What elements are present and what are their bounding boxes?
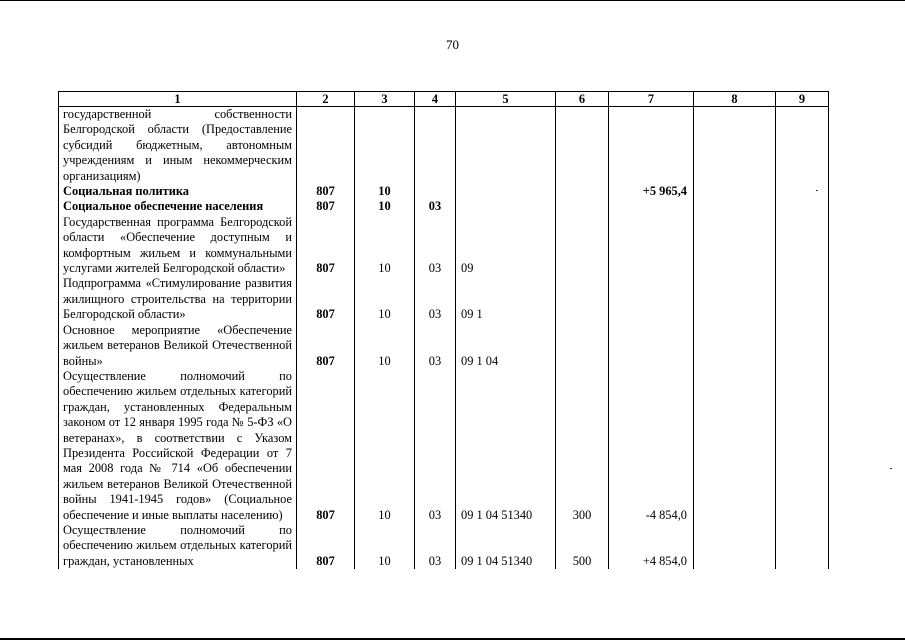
table-row xyxy=(59,369,829,523)
row-section: 10 xyxy=(355,199,415,214)
row-target-article: 09 1 04 51340 xyxy=(456,369,556,523)
row-section: 10 xyxy=(355,523,415,569)
row-col-9 xyxy=(776,369,829,523)
row-amount xyxy=(609,199,694,214)
row-description: государственной собственности Белгородской области (Предоставление субсидий бюджетным, автономным учреждениям и иным некоммерческим организациям) xyxy=(59,107,297,185)
row-col-9 xyxy=(776,184,829,199)
header-col-9: 9 xyxy=(776,92,829,107)
row-subsection: 03 xyxy=(415,523,456,569)
row-description: Социальная политика xyxy=(59,184,297,199)
row-target-article: 09 1 04 51340 xyxy=(456,523,556,569)
header-col-2: 2 xyxy=(297,92,355,107)
row-grbs: 807 xyxy=(297,199,355,214)
row-expense-type: 300 xyxy=(556,369,609,523)
row-col-8 xyxy=(694,199,776,214)
row-grbs xyxy=(297,107,355,185)
row-target-article: 09 xyxy=(456,215,556,277)
row-amount xyxy=(609,107,694,185)
header-col-4: 4 xyxy=(415,92,456,107)
row-expense-type xyxy=(556,276,609,322)
row-amount xyxy=(609,323,694,369)
row-target-article xyxy=(456,184,556,199)
table-row xyxy=(59,323,829,369)
header-col-3: 3 xyxy=(355,92,415,107)
table-row xyxy=(59,523,829,569)
table-row xyxy=(59,107,829,185)
row-section: 10 xyxy=(355,215,415,277)
row-grbs: 807 xyxy=(297,276,355,322)
row-subsection xyxy=(415,107,456,185)
table-row xyxy=(59,184,829,199)
row-col-8 xyxy=(694,184,776,199)
header-col-7: 7 xyxy=(609,92,694,107)
row-col-9 xyxy=(776,523,829,569)
page-number: 70 xyxy=(446,37,459,52)
row-grbs: 807 xyxy=(297,184,355,199)
row-subsection: 03 xyxy=(415,199,456,214)
row-target-article xyxy=(456,199,556,214)
table-row xyxy=(59,199,829,214)
row-col-9 xyxy=(776,215,829,277)
row-subsection: 03 xyxy=(415,276,456,322)
row-amount xyxy=(609,276,694,322)
row-expense-type xyxy=(556,199,609,214)
row-section: 10 xyxy=(355,323,415,369)
row-col-8 xyxy=(694,523,776,569)
scan-edge-top xyxy=(0,0,905,1)
row-expense-type xyxy=(556,184,609,199)
row-description: Социальное обеспечение населения xyxy=(59,199,297,214)
header-col-6: 6 xyxy=(556,92,609,107)
row-col-8 xyxy=(694,276,776,322)
row-expense-type xyxy=(556,323,609,369)
table-row xyxy=(59,276,829,322)
row-target-article: 09 1 xyxy=(456,276,556,322)
row-expense-type xyxy=(556,107,609,185)
row-section xyxy=(355,107,415,185)
row-amount: +5 965,4 xyxy=(609,184,694,199)
header-col-8: 8 xyxy=(694,92,776,107)
row-subsection xyxy=(415,184,456,199)
row-amount: -4 854,0 xyxy=(609,369,694,523)
row-description: Осуществление полномочий по обеспечению жильем отдельных категорий граждан, установленных xyxy=(59,523,297,569)
row-col-9 xyxy=(776,323,829,369)
row-section: 10 xyxy=(355,369,415,523)
row-grbs: 807 xyxy=(297,523,355,569)
row-section: 10 xyxy=(355,184,415,199)
row-subsection: 03 xyxy=(415,369,456,523)
row-description: Основное мероприятие «Обеспечение жильем ветеранов Великой Отечественной войны» xyxy=(59,323,297,369)
row-description: Государственная программа Белгородской области «Обеспечение доступным и комфортным жильем и коммунальными услугами жителей Белгородской области» xyxy=(59,215,297,277)
row-amount: +4 854,0 xyxy=(609,523,694,569)
row-col-8 xyxy=(694,107,776,185)
row-grbs: 807 xyxy=(297,323,355,369)
row-amount xyxy=(609,215,694,277)
row-target-article xyxy=(456,107,556,185)
row-subsection: 03 xyxy=(415,323,456,369)
row-col-9 xyxy=(776,199,829,214)
row-col-9 xyxy=(776,107,829,185)
row-section: 10 xyxy=(355,276,415,322)
row-grbs: 807 xyxy=(297,215,355,277)
row-target-article: 09 1 04 xyxy=(456,323,556,369)
row-expense-type xyxy=(556,215,609,277)
row-col-8 xyxy=(694,369,776,523)
header-col-5: 5 xyxy=(456,92,556,107)
header-row xyxy=(59,92,829,107)
table-row xyxy=(59,215,829,277)
row-col-8 xyxy=(694,215,776,277)
header-col-1: 1 xyxy=(59,92,297,107)
row-col-9 xyxy=(776,276,829,322)
budget-table xyxy=(58,91,829,569)
row-grbs: 807 xyxy=(297,369,355,523)
row-description: Подпрограмма «Стимулирование развития жилищного строительства на территории Белгородской области» xyxy=(59,276,297,322)
row-description: Осуществление полномочий по обеспечению жильем отдельных категорий граждан, установленных Федеральным законом от 12 января 1995 года № 5-ФЗ «О ветеранах», в соответствии с Указом Президента Российской Федерации от 7 мая 2008 года № 714 «Об обеспечении жильем ветеранов Великой Отечественной войны 1941-1945 годов» (Социальное обеспечение и иные выплаты населению) xyxy=(59,369,297,523)
row-col-8 xyxy=(694,323,776,369)
row-expense-type: 500 xyxy=(556,523,609,569)
scan-speck xyxy=(890,468,892,469)
row-subsection: 03 xyxy=(415,215,456,277)
